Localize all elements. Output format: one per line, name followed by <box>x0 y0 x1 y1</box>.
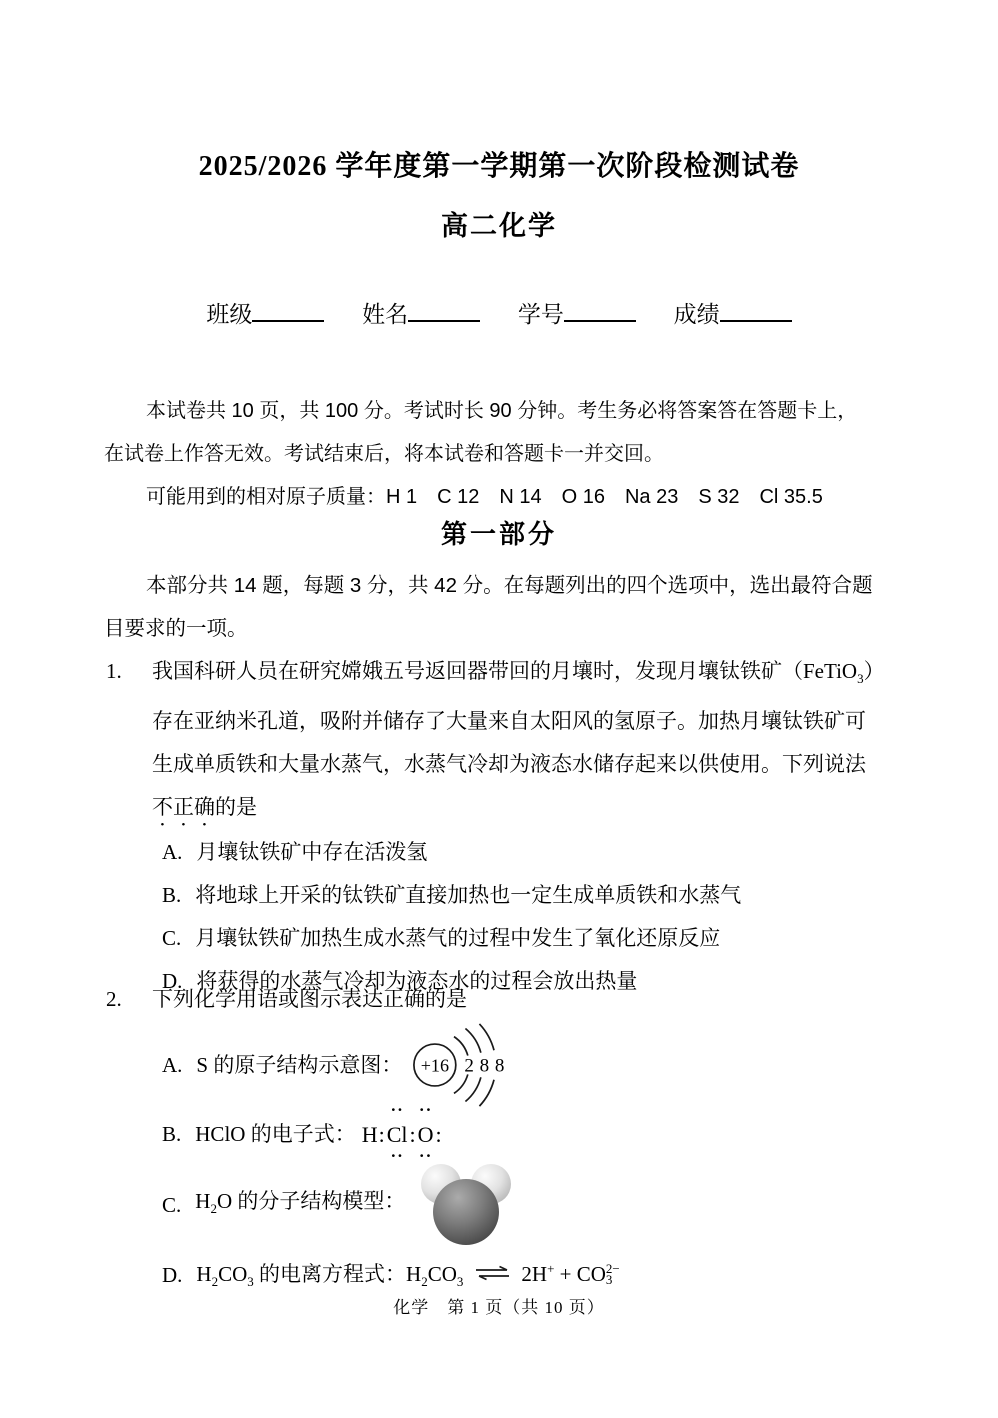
exam-instructions <box>104 390 894 519</box>
electron-shell-arc <box>466 1029 481 1053</box>
page-title: 2025/2026 学年度第一学期第一次阶段检测试卷 <box>198 151 800 182</box>
part1-instructions <box>104 564 894 650</box>
lone-pair-dots: ·· <box>418 1099 433 1119</box>
question-2 <box>104 978 894 1299</box>
electron-shell-arc <box>454 1037 468 1056</box>
name-field <box>362 302 480 327</box>
shell-electron-count: 8 <box>479 1055 490 1077</box>
q2-option-c <box>104 1159 894 1251</box>
ionization-equation: $H_2CO_3$ 的电离方程式：$H_2CO_3$ 2H+ + CO 2− 3 <box>196 1260 620 1290</box>
subscript: 3 <box>605 1272 613 1288</box>
option-label: D. <box>162 969 183 994</box>
superscript: + <box>547 1260 555 1276</box>
q1-option-a <box>104 831 894 874</box>
lone-pair-dots: ·· <box>390 1099 404 1119</box>
studentid-field <box>518 302 636 327</box>
atomic-masses-line: 可能用到的相对原子质量：H 1 C 12 N 14 O 16 Na 23 S 32 Cl 35.5 <box>146 486 823 508</box>
electron-shell-arc <box>454 1074 468 1093</box>
question-2-number: 2. <box>106 987 122 1011</box>
question-text-line: 生成单质铁和大量水蒸气，水蒸气冷却为液态水储存起来以供使用。下列说法 <box>152 752 866 777</box>
water-molecule-model <box>415 1162 517 1248</box>
page-footer: 化学 第 1 页（共 10 页） <box>393 1298 605 1317</box>
studentid-label: 学号 <box>517 302 564 327</box>
subscript: 2 <box>211 1274 219 1290</box>
question-text-line: 下列化学用语或图示表达正确的是 <box>152 987 467 1011</box>
electron-shell-arc <box>480 1024 495 1050</box>
carbonate-charge-stack <box>605 1261 620 1288</box>
question-1 <box>104 650 894 1003</box>
instruction-line: 本试卷共 10 页，共 100 分。考试时长 90 分钟。考生务必将答案答在答题卡上， <box>146 400 858 422</box>
class-field <box>206 302 324 327</box>
question-text-line: 不正确的是 <box>152 795 257 820</box>
part1-heading: 第一部分 <box>440 519 557 549</box>
name-blank-line <box>408 297 480 322</box>
electron-shell-arc <box>466 1077 481 1101</box>
student-info-row <box>104 296 894 329</box>
class-label: 班级 <box>206 302 253 327</box>
q1-option-c <box>104 917 894 960</box>
q2-option-b <box>104 1099 894 1165</box>
option-label: C. <box>162 1192 182 1217</box>
oxygen-sphere <box>433 1179 499 1245</box>
option-text: 将获得的水蒸气冷却为液态水的过程会放出热量 <box>196 969 638 994</box>
electron-shell-arc <box>480 1080 495 1106</box>
class-blank-line <box>252 297 324 322</box>
score-blank-line <box>720 297 792 322</box>
superscript: 2− <box>605 1261 620 1277</box>
question-text-line: 我国科研人员在研究嫦娥五号返回器带回的月壤时，发现月壤钛铁矿（FeTiO$_3$） <box>152 659 885 687</box>
subscript: 2 <box>421 1274 428 1290</box>
option-text: 月壤钛铁矿中存在活泼氢 <box>196 840 428 865</box>
studentid-blank-line <box>564 297 636 322</box>
emphasized-text: 不正确 <box>152 795 215 820</box>
equilibrium-arrow-icon <box>471 1265 513 1281</box>
option-label: C. <box>162 926 182 951</box>
option-label: A. <box>162 840 183 865</box>
question-1-stem <box>104 650 894 831</box>
subscript: 3 <box>857 671 864 687</box>
question-2-stem <box>104 978 894 1021</box>
score-field <box>674 302 792 327</box>
q2-option-a <box>104 1021 894 1109</box>
instruction-line: 在试卷上作答无效。考试结束后，将本试卷和答题卡一并交回。 <box>104 443 664 465</box>
option-text: 月壤钛铁矿加热生成水蒸气的过程中发生了氧化还原反应 <box>195 926 721 951</box>
shell-electron-count: 2 <box>464 1055 475 1077</box>
subscript: 2 <box>210 1201 217 1217</box>
option-label: D. <box>162 1262 183 1287</box>
name-label: 姓名 <box>362 302 409 327</box>
option-label: A. <box>162 1052 183 1077</box>
score-label: 成绩 <box>673 302 720 327</box>
q1-option-b <box>104 874 894 917</box>
page-subtitle: 高二化学 <box>441 211 557 241</box>
option-text: $H_2O$ 的分子结构模型： <box>195 1188 406 1217</box>
subscript: 3 <box>247 1274 254 1290</box>
lone-pair-dots: ·· <box>390 1145 404 1165</box>
subscript: 3 <box>456 1274 464 1290</box>
part1-instruction-line: 目要求的一项。 <box>104 617 248 640</box>
electron-dot-formula: H : ·· Cl ·· : ·· O ·· : <box>361 1099 442 1165</box>
shell-electron-count: 8 <box>495 1055 505 1077</box>
nucleus-charge: +16 <box>421 1055 450 1076</box>
option-label: B. <box>162 1121 182 1146</box>
part1-instruction-line: 本部分共 14 题，每题 3 分，共 42 分。在每题列出的四个选项中，选出最符合题 <box>146 574 873 597</box>
option-text: 将地球上开采的钛铁矿直接加热也一定生成单质铁和水蒸气 <box>195 883 742 908</box>
atomic-structure-diagram <box>412 1023 532 1107</box>
q2-option-d <box>104 1251 894 1299</box>
option-text: HClO 的电子式： <box>195 1121 356 1146</box>
option-label: B. <box>162 883 182 908</box>
option-text: S 的原子结构示意图： <box>196 1052 403 1077</box>
question-1-number: 1. <box>106 659 122 683</box>
question-text-line: 存在亚纳米孔道，吸附并储存了大量来自太阳风的氢原子。加热月壤钛铁矿可 <box>152 709 866 734</box>
lone-pair-dots: ·· <box>418 1145 433 1165</box>
